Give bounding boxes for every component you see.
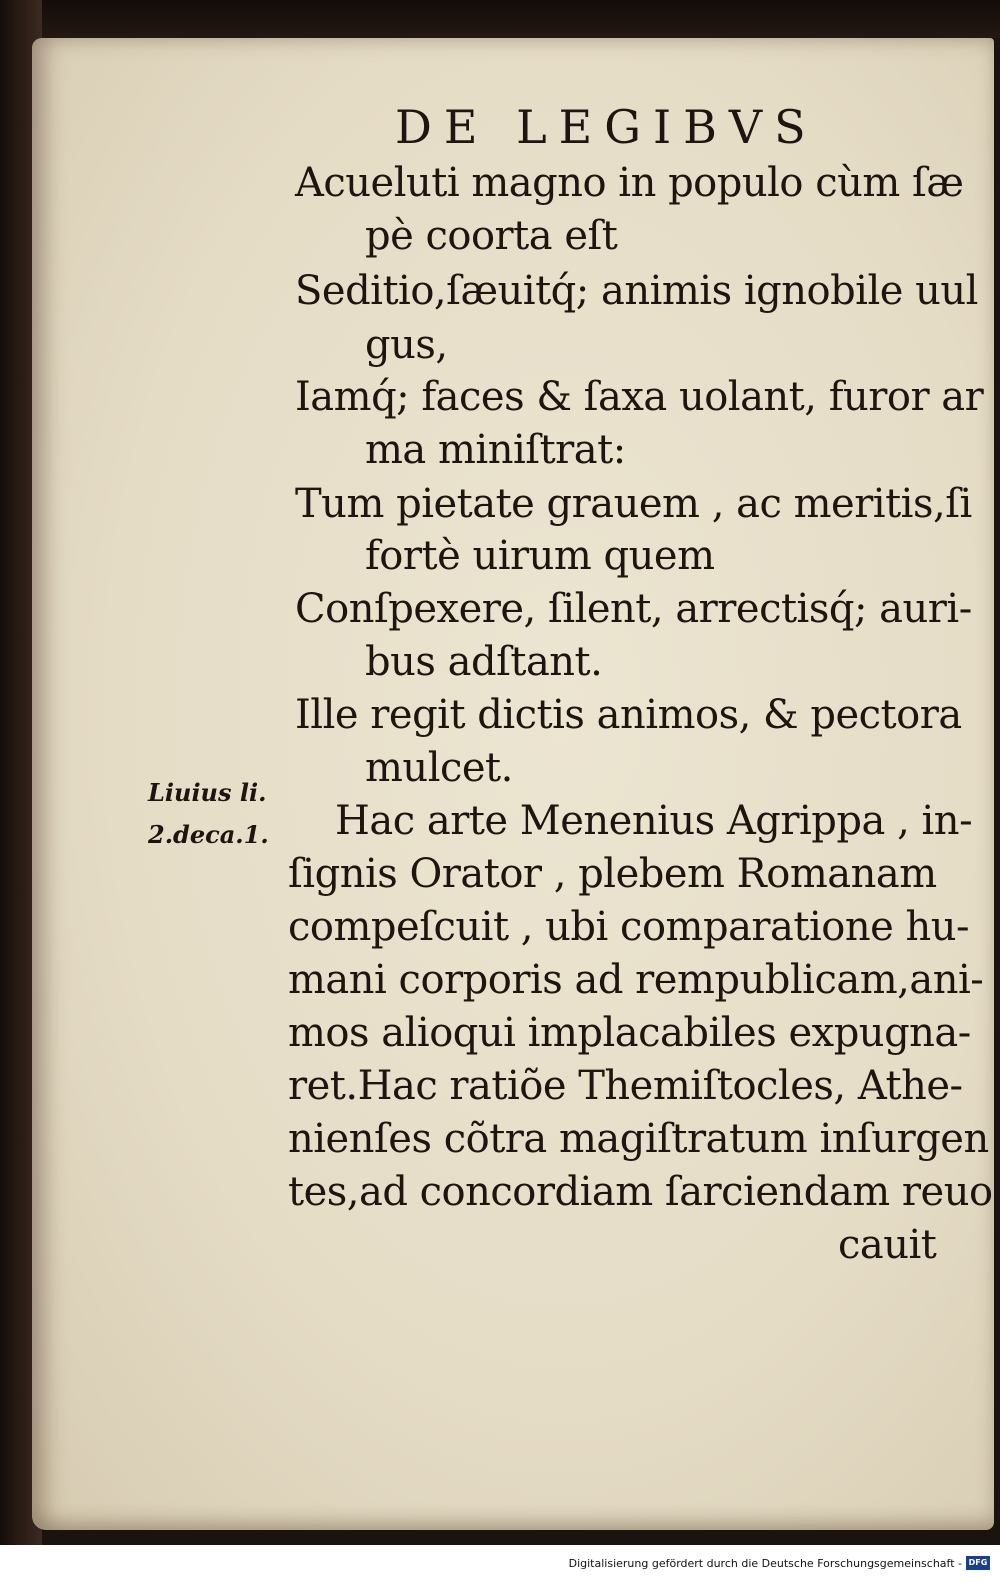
- verse-line: Seditio,ſæuitq́; animis ignobile uul: [295, 268, 978, 314]
- verse-line: Tum pietate grauem , ac meritis,ſi: [295, 481, 972, 527]
- book-top-edge: [0, 0, 1000, 38]
- verse-line: ma miniſtrat:: [365, 427, 626, 473]
- prose-line: compeſcuit , ubi comparatione hu-: [288, 904, 970, 950]
- prose-line: ret.Hac ratiõe Themiſtocles, Athe-: [288, 1063, 963, 1109]
- verse-line: gus,: [365, 322, 448, 368]
- prose-line: Hac arte Menenius Agrippa , in-: [335, 798, 973, 844]
- prose-line: mani corporis ad rempublicam,ani-: [288, 957, 984, 1003]
- verse-line: Iamq́; faces & ſaxa uolant, furor ar: [295, 374, 984, 420]
- prose-line: tes,ad concordiam ſarciendam reuo: [288, 1169, 993, 1215]
- verse-line: bus adſtant.: [365, 639, 603, 685]
- margin-note-line2: 2.deca.1.: [148, 820, 269, 849]
- footer-credit: Digitalisierung gefördert durch die Deutsche Forschungsgemeinschaft -: [568, 1557, 962, 1570]
- verse-line: Ille regit dictis animos, & pectora: [295, 692, 962, 738]
- verse-line: pè coorta eſt: [365, 213, 618, 259]
- margin-note-line1: Liuius li.: [148, 778, 267, 807]
- prose-line: nienſes cõtra magiſtratum inſurgen: [288, 1116, 989, 1162]
- running-head: DE LEGIBVS: [395, 100, 818, 154]
- dfg-logo-icon: DFG: [966, 1556, 990, 1570]
- verse-line: mulcet.: [365, 745, 513, 791]
- verse-line: Conſpexere, ſilent, arrectisq́; auri-: [295, 586, 972, 632]
- verse-line: fortè uirum quem: [365, 533, 715, 579]
- prose-line: mos alioqui implacabiles expugna-: [288, 1010, 971, 1056]
- catchword: cauit: [838, 1222, 937, 1268]
- prose-line: ſignis Orator , plebem Romanam: [288, 851, 937, 897]
- verse-line: Acueluti magno in populo cùm ſæ: [295, 160, 964, 206]
